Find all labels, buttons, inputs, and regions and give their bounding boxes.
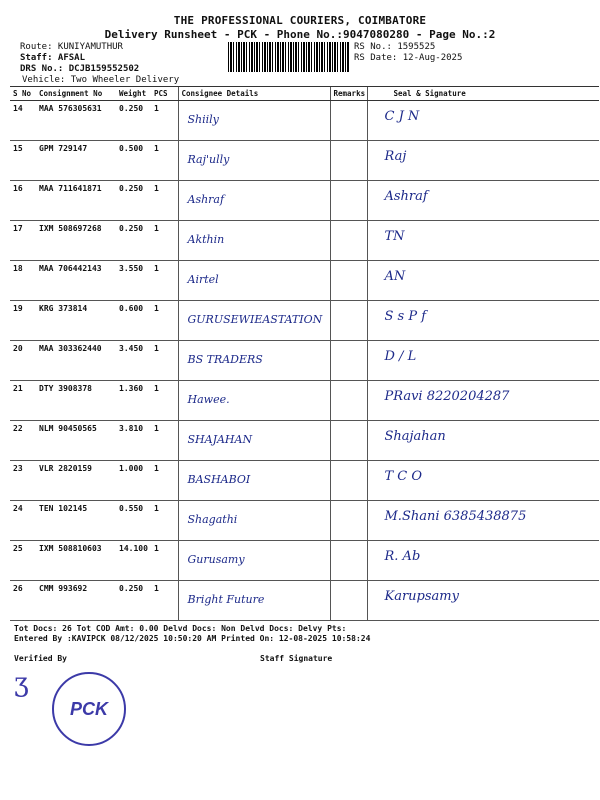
handwritten-consignee: Airtel <box>187 273 219 286</box>
cell-sno: 22 <box>10 421 36 461</box>
handwritten-signature: AN <box>384 269 406 284</box>
table-row <box>10 381 599 421</box>
route-label: Route: KUNIYAMUTHUR <box>20 42 123 52</box>
handwritten-signature: Ashraf <box>384 189 428 204</box>
table-row <box>10 501 599 541</box>
cell-signature <box>367 221 599 261</box>
handwritten-signature: T C O <box>384 469 423 484</box>
cell-remarks <box>330 141 367 181</box>
cell-consignee <box>178 301 330 341</box>
cell-sno: 26 <box>10 581 36 621</box>
cell-consignment: MAA 706442143 <box>36 261 116 301</box>
cell-sno: 15 <box>10 141 36 181</box>
cell-weight: 14.100 <box>116 541 151 581</box>
staff-signature-label: Staff Signature <box>260 654 333 663</box>
cell-consignee <box>178 221 330 261</box>
cell-weight: 1.000 <box>116 461 151 501</box>
cell-signature <box>367 301 599 341</box>
cell-weight: 0.550 <box>116 501 151 541</box>
cell-consignment: DTY 3908378 <box>36 381 116 421</box>
cell-pcs: 1 <box>151 301 178 341</box>
handwritten-consignee: Gurusamy <box>187 553 245 566</box>
col-weight: Weight <box>116 87 151 101</box>
col-consignee: Consignee Details <box>178 87 330 101</box>
cell-consignee <box>178 581 330 621</box>
cell-consignee <box>178 461 330 501</box>
drs-number: DRS No.: DCJB159552502 <box>20 64 140 74</box>
runsheet-table <box>10 86 599 621</box>
barcode <box>228 42 350 72</box>
handwritten-signature: Karupsamy <box>384 589 459 604</box>
cell-remarks <box>330 541 367 581</box>
cell-consignment: MAA 711641871 <box>36 181 116 221</box>
cell-consignment: MAA 303362440 <box>36 341 116 381</box>
cell-consignment: MAA 576305631 <box>36 101 116 141</box>
handwritten-consignee: BASHABOI <box>187 473 251 486</box>
cell-pcs: 1 <box>151 581 178 621</box>
cell-consignment: TEN 102145 <box>36 501 116 541</box>
col-consignment: Consignment No <box>36 87 116 101</box>
table-row <box>10 581 599 621</box>
col-sno: S No <box>10 87 36 101</box>
cell-consignment: IXM 508810603 <box>36 541 116 581</box>
rs-number: RS No.: 1595525 <box>354 42 436 52</box>
handwritten-consignee: Raj'ully <box>187 153 230 166</box>
cell-pcs: 1 <box>151 261 178 301</box>
cell-signature <box>367 261 599 301</box>
cell-weight: 0.600 <box>116 301 151 341</box>
handwritten-consignee: Shagathi <box>187 513 238 526</box>
handwritten-consignee: Bright Future <box>187 593 265 606</box>
cell-consignee <box>178 421 330 461</box>
handwritten-signature: PRavi 8220204287 <box>384 389 510 404</box>
handwritten-consignee: Akthin <box>187 233 225 246</box>
handwritten-consignee: GURUSEWIEASTATION <box>187 313 323 326</box>
table-row <box>10 221 599 261</box>
cell-consignee <box>178 541 330 581</box>
cell-signature <box>367 381 599 421</box>
cell-consignee <box>178 381 330 421</box>
cell-signature <box>367 581 599 621</box>
cell-remarks <box>330 581 367 621</box>
cell-signature <box>367 541 599 581</box>
cell-pcs: 1 <box>151 541 178 581</box>
cell-consignment: CMM 993692 <box>36 581 116 621</box>
col-pcs: PCS <box>151 87 178 101</box>
cell-pcs: 1 <box>151 501 178 541</box>
cell-pcs: 1 <box>151 221 178 261</box>
handwritten-signature: M.Shani 6385438875 <box>384 509 527 524</box>
cell-remarks <box>330 421 367 461</box>
cell-signature <box>367 461 599 501</box>
cell-consignment: VLR 2820159 <box>36 461 116 501</box>
cell-weight: 0.250 <box>116 181 151 221</box>
cell-pcs: 1 <box>151 341 178 381</box>
cell-sno: 17 <box>10 221 36 261</box>
cell-remarks <box>330 181 367 221</box>
cell-pcs: 1 <box>151 381 178 421</box>
cell-consignee <box>178 181 330 221</box>
totals-line: Tot Docs: 26 Tot COD Amt: 0.00 Delvd Docs: Non Delvd Docs: Delvy Pts: <box>14 624 347 633</box>
rs-date: RS Date: 12-Aug-2025 <box>354 53 463 63</box>
cell-sno: 24 <box>10 501 36 541</box>
table-row <box>10 541 599 581</box>
vehicle-label: Vehicle: Two Wheeler Delivery <box>22 75 180 85</box>
handwritten-consignee: SHAJAHAN <box>187 433 253 446</box>
cell-consignee <box>178 141 330 181</box>
table-header <box>10 87 599 101</box>
cell-remarks <box>330 301 367 341</box>
cell-sno: 23 <box>10 461 36 501</box>
table-row <box>10 341 599 381</box>
table-row <box>10 461 599 501</box>
cell-sno: 19 <box>10 301 36 341</box>
table-row <box>10 141 599 181</box>
handwritten-consignee: Ashraf <box>187 193 225 206</box>
cell-consignment: NLM 90450565 <box>36 421 116 461</box>
staff-label: Staff: AFSAL <box>20 53 86 63</box>
cell-consignment: KRG 373814 <box>36 301 116 341</box>
cell-remarks <box>330 221 367 261</box>
cell-weight: 3.810 <box>116 421 151 461</box>
cell-signature <box>367 421 599 461</box>
cell-weight: 0.250 <box>116 101 151 141</box>
verified-by-label: Verified By <box>14 654 67 663</box>
cell-sno: 18 <box>10 261 36 301</box>
cell-pcs: 1 <box>151 141 178 181</box>
cell-signature <box>367 181 599 221</box>
cell-remarks <box>330 101 367 141</box>
pck-stamp: PCK <box>52 672 126 746</box>
cell-consignee <box>178 341 330 381</box>
cell-remarks <box>330 501 367 541</box>
cell-signature <box>367 101 599 141</box>
cell-consignee <box>178 261 330 301</box>
cell-weight: 3.550 <box>116 261 151 301</box>
cell-sno: 14 <box>10 101 36 141</box>
cell-weight: 0.500 <box>116 141 151 181</box>
col-remarks: Remarks <box>330 87 367 101</box>
cell-sno: 25 <box>10 541 36 581</box>
col-signature: Seal & Signature <box>367 87 599 101</box>
table-row <box>10 421 599 461</box>
company-title: THE PROFESSIONAL COURIERS, COIMBATORE <box>173 14 427 27</box>
handwritten-signature: TN <box>384 229 405 244</box>
cell-pcs: 1 <box>151 421 178 461</box>
cell-remarks <box>330 381 367 421</box>
handwritten-signature: S s P f <box>384 309 427 324</box>
cell-sno: 16 <box>10 181 36 221</box>
cell-remarks <box>330 341 367 381</box>
runsheet-subtitle: Delivery Runsheet - PCK - Phone No.:9047080280 - Page No.:2 <box>104 28 496 41</box>
cell-pcs: 1 <box>151 101 178 141</box>
cell-consignee <box>178 501 330 541</box>
handwritten-consignee: Hawee. <box>187 393 230 406</box>
cell-signature <box>367 141 599 181</box>
cell-remarks <box>330 461 367 501</box>
handwritten-signature: C J N <box>384 109 420 124</box>
table-row <box>10 101 599 141</box>
verifier-signature: ʒ <box>14 668 29 698</box>
cell-consignment: GPM 729147 <box>36 141 116 181</box>
cell-signature <box>367 501 599 541</box>
cell-consignee <box>178 101 330 141</box>
cell-signature <box>367 341 599 381</box>
cell-remarks <box>330 261 367 301</box>
handwritten-signature: R. Ab <box>384 549 421 564</box>
handwritten-signature: D / L <box>384 349 417 364</box>
handwritten-consignee: Shiily <box>187 113 219 126</box>
table-row <box>10 261 599 301</box>
cell-weight: 3.450 <box>116 341 151 381</box>
cell-weight: 0.250 <box>116 581 151 621</box>
entered-line: Entered By :KAVIPCK 08/12/2025 10:50:20 AM Printed On: 12-08-2025 10:58:24 <box>14 634 371 643</box>
table-row <box>10 181 599 221</box>
handwritten-signature: Raj <box>384 149 407 164</box>
cell-pcs: 1 <box>151 181 178 221</box>
cell-sno: 21 <box>10 381 36 421</box>
cell-weight: 1.360 <box>116 381 151 421</box>
cell-weight: 0.250 <box>116 221 151 261</box>
cell-consignment: IXM 508697268 <box>36 221 116 261</box>
table-row <box>10 301 599 341</box>
cell-sno: 20 <box>10 341 36 381</box>
handwritten-consignee: BS TRADERS <box>187 353 263 366</box>
cell-pcs: 1 <box>151 461 178 501</box>
handwritten-signature: Shajahan <box>384 429 446 444</box>
